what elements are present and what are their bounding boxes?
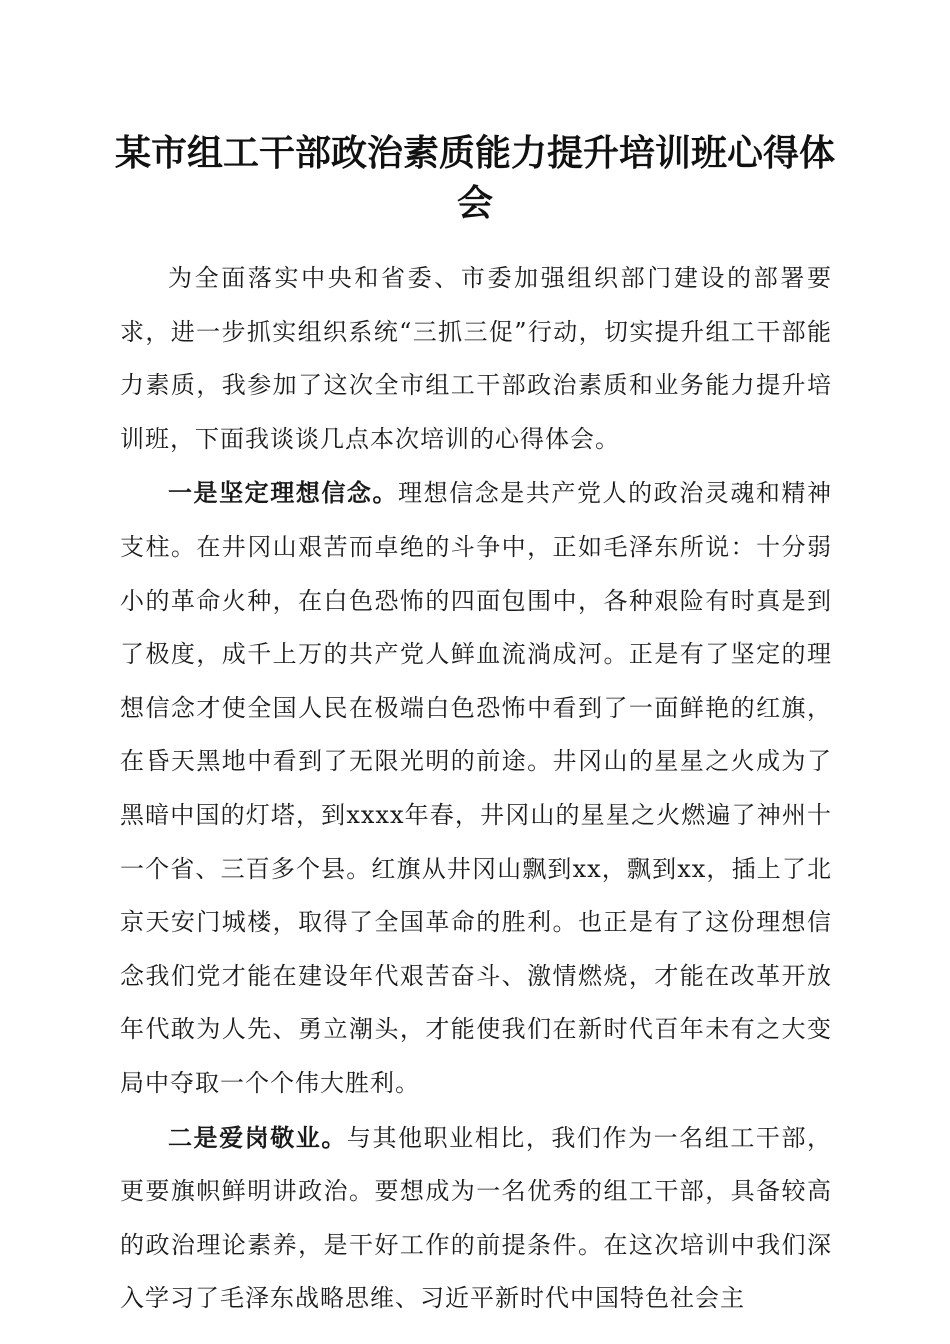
paragraph-point-two — [120, 1111, 832, 1326]
paragraph-point-one-text: 理想信念是共产党人的政治灵魂和精神支柱。在井冈山艰苦而卓绝的斗争中，正如毛泽东所说：十分弱小的革命火种，在白色恐怖的四面包围中，各种艰险有时真是到了极度，成千上万的共产党人鲜血流淌成河。正是有了坚定的理想信念才使全国人民在极端白色恐怖中看到了一面鲜艳的红旗，在昏天黑地中看到了无限光明的前途。井冈山的星星之火成为了黑暗中国的灯塔，到xxxx年春，井冈山的星星之火燃遍了神州十一个省、三百多个县。红旗从井冈山飘到xx，飘到xx，插上了北京天安门城楼，取得了全国革命的胜利。也正是有了这份理想信念我们党才能在建设年代艰苦奋斗、激情燃烧，才能在改革开放年代敢为人先、勇立潮头，才能使我们在新时代百年未有之大变局中夺取一个个伟大胜利。 — [120, 479, 833, 1097]
paragraph-intro-text: 为全面落实中央和省委、市委加强组织部门建设的部署要求，进一步抓实组织系统“三抓三促”行动，切实提升组工干部能力素质，我参加了这次全市组工干部政治素质和业务能力提升培训班，下面我谈谈几点本次培训的心得体会。 — [120, 264, 832, 453]
paragraph-point-one-heading: 一是坚定理想信念。 — [168, 478, 399, 508]
document-title: 某市组工干部政治素质能力提升培训班心得体会 — [114, 132, 835, 224]
paragraph-point-two-heading: 二是爱岗敬业。 — [168, 1122, 347, 1152]
document-body — [120, 252, 832, 1326]
paragraph-intro — [120, 252, 832, 466]
paragraph-point-one — [120, 466, 832, 1110]
paragraph-point-two-text: 与其他职业相比，我们作为一名组工干部，更要旗帜鲜明讲政治。要想成为一名优秀的组工干部，具备较高的政治理论素养，是干好工作的前提条件。在这次培训中我们深入学习了毛泽东战略思维、习近平新时代中国特色社会主 — [120, 1123, 833, 1313]
